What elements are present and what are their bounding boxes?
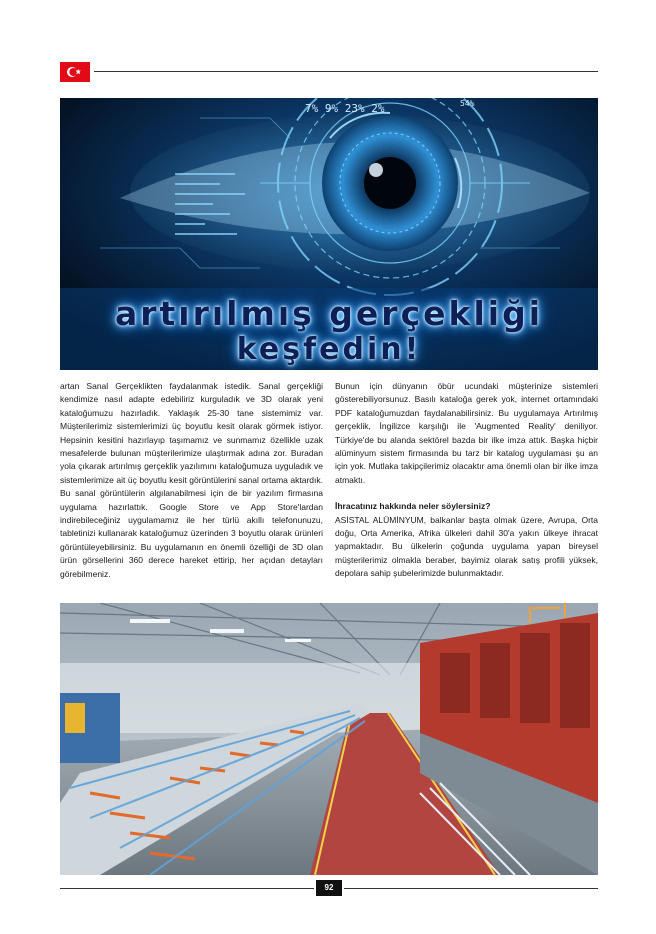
hero-image bbox=[60, 98, 598, 370]
turkish-flag-icon bbox=[60, 62, 90, 82]
hud-percent-text: 7% 9% 23% 2% bbox=[305, 102, 385, 115]
factory-photo bbox=[60, 603, 598, 875]
footer-rule-left bbox=[60, 888, 314, 889]
page-number: 92 bbox=[316, 880, 342, 896]
header-rule bbox=[94, 71, 598, 72]
article-paragraph: ASİSTAL ALÜMİNYUM, balkanlar başta olmak üzere, Avrupa, Orta doğu, Orta Amerika, Afrika ülkeleri dahil 30'a yakın ülkeye ihracat yapmaktadır. Bu ülkelerin çoğunda uygulama yapan bireysel müşterilerimiz olmakla beraber, bayimiz olarak satış profili yüksek, depolara sahip şubelerimizde bulunmaktadır. bbox=[335, 514, 598, 579]
hero-title-line1: artırılmış gerçekliği bbox=[114, 294, 544, 333]
article-left-column bbox=[60, 380, 323, 581]
interview-question: İhracatınız hakkında neler söylersiniz? bbox=[335, 501, 491, 512]
hud-small-text: 54% bbox=[460, 99, 475, 108]
article-right-column bbox=[335, 380, 598, 581]
hero-title-line2: keşfedin! bbox=[236, 332, 422, 367]
article-paragraph: Bunun için dünyanın öbür ucundaki müşterinize sistemleri gösterebiliyorsunuz. Basılı kataloğa gerek yok, internet ortamındaki PDF kataloğumuzdan faydalanabilirsiniz. Bu uygulamaya Artırılmış gerçeklik, İngilizce karşılığı ile 'Augmented Reality' deniliyor. Türkiye'de bu alanda sektörel bazda bir ilke imza attık. Başka hiçbir alüminyum sistem firmasında bu tarz bir katalog uygulaması şu an için yok. Mutlaka takipçilerimiz olacaktır ama önemli olan bir ilke imza atmaktı. bbox=[335, 381, 598, 485]
article-paragraph: artan Sanal Gerçeklikten faydalanmak istedik. Sanal gerçekliği kendimize nasıl adapte edebiliriz kurguladık ve 3D olarak yeni kataloğumuzu hazırladık. Yaklaşık 25-30 tane sistemimiz var. Müşterilerimiz sistemlerimizi üç boyutlu kesit olarak görmek istiyor. Hepsinin kesitini hazırlayıp taşımamız ve sunmamız özellikle uzak mesafelerde bulunan müşterilerimize ulaştırmak adına zor. Buradan yola çıkarak artırılmış gerçeklik yazılımını kataloğumuza uyguladık ve sistemlerimize ait üç boyutlu kesit görüntülerini sanal ortama aktardık. Bu sanal görüntülerin algılanabilmesi için de bir yazılım firmasına uygulama hazırlattık. Google Store ve App Store'lardan indirebileceğiniz uygulamamız ile her türlü akıllı telefonunuzu, tabletinizi kullanarak kataloğumuz üzerinden 3 boyutlu olarak ürünleri görüntüleyebilirsiniz. Bu uygulamanın en önemli özelliği de 3D olan ürün görsellerini 360 derece hareket ettirip, her açıdan detayları görebilmeniz. bbox=[60, 381, 323, 579]
footer-rule-right bbox=[344, 888, 598, 889]
